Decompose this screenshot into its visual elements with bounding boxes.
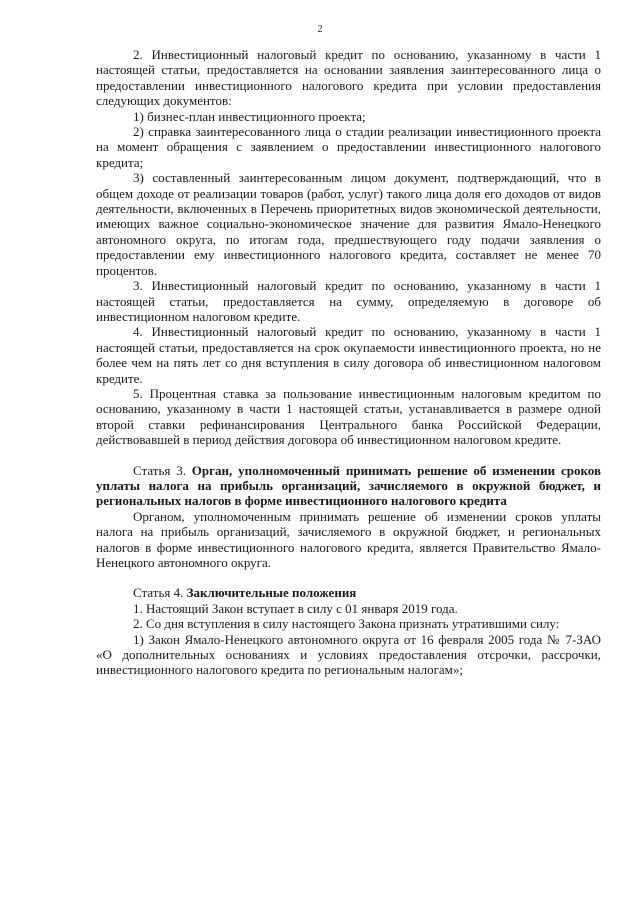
article2-subpoint-1: 1) бизнес-план инвестиционного проекта; xyxy=(133,108,366,124)
article3-body: Органом, уполномоченным принимать решение об изменении сроков уплаты налога на прибыль организаций, зачисляемого в окружной бюджет, и региональных налогов в форме инвестиционного налогового кредита, является Правительство Ямало-Ненецкого автономного округа. xyxy=(96,508,601,570)
article2-point-5: 5. Процентная ставка за пользование инвестиционным налоговым кредитом по основанию, указанному в части 1 настоящей статьи, устанавливается в размере одной второй ставки рефинансирования Центрального банка Российской Федерации, действовавшей в период действия договора об инвестиционном налоговом кредите. xyxy=(96,385,601,448)
article2-subpoint-2: 2) справка заинтересованного лица о стадии реализации инвестиционного проекта на момент обращения с заявлением о предоставлении инвестиционного налогового кредита; xyxy=(96,124,601,170)
article3-heading xyxy=(96,463,601,509)
article3-label: Статья 3. xyxy=(133,462,186,478)
article3-title: Орган, уполномоченный принимать решение об изменении сроков уплаты налога на прибыль организаций, зачисляемого в окружной бюджет, и региональных налогов в форме инвестиционного налогового кредита xyxy=(96,462,601,509)
article2-point-3: 3. Инвестиционный налоговый кредит по основанию, указанному в части 1 настоящей статьи, предоставляется на сумму, определяемую в договоре об инвестиционном налоговом кредите. xyxy=(96,278,601,324)
article4-label: Статья 4. xyxy=(133,585,184,601)
article2-point-4: 4. Инвестиционный налоговый кредит по основанию, указанному в части 1 настоящей статьи, предоставляется на срок окупаемости инвестиционного проекта, но не более чем на пять лет со дня вступления в силу договора об инвестиционном налоговом кредите. xyxy=(96,324,601,386)
article4-heading xyxy=(96,585,601,600)
document-body xyxy=(96,47,601,678)
article4-point-2: 2. Со дня вступления в силу настоящего Закона признать утратившими силу: xyxy=(133,616,560,632)
article4-title: Заключительные положения xyxy=(186,585,357,601)
article2-point-2: 2. Инвестиционный налоговый кредит по основанию, указанному в части 1 настоящей статьи, предоставляется на основании заявления заинтересованного лица о предоставлении инвестиционного налогового кредита при условии предоставления следующих документов: xyxy=(96,47,601,109)
article4-point-1: 1. Настоящий Закон вступает в силу с 01 января 2019 года. xyxy=(133,600,458,616)
article2-subpoint-3: 3) составленный заинтересованным лицом документ, подтверждающий, что в общем доходе от реализации товаров (работ, услуг) такого лица доля его доходов от видов деятельности, включенных в Перечень приоритетных видов экономической деятельности, имеющих важное социально-экономическое значение для развития Ямало-Ненецкого автономного округа, по итогам года, предшествующего году подачи заявления о предоставлении ему инвестиционного налогового кредита, составляет не менее 70 процентов. xyxy=(96,170,601,278)
article4-subpoint-1: 1) Закон Ямало-Ненецкого автономного округа от 16 февраля 2005 года № 7-ЗАО «О дополнительных основаниях и условиях предоставления отсрочки, рассрочки, инвестиционного налогового кредита по региональным налогам»; xyxy=(96,631,601,678)
page-number: 2 xyxy=(317,24,323,35)
